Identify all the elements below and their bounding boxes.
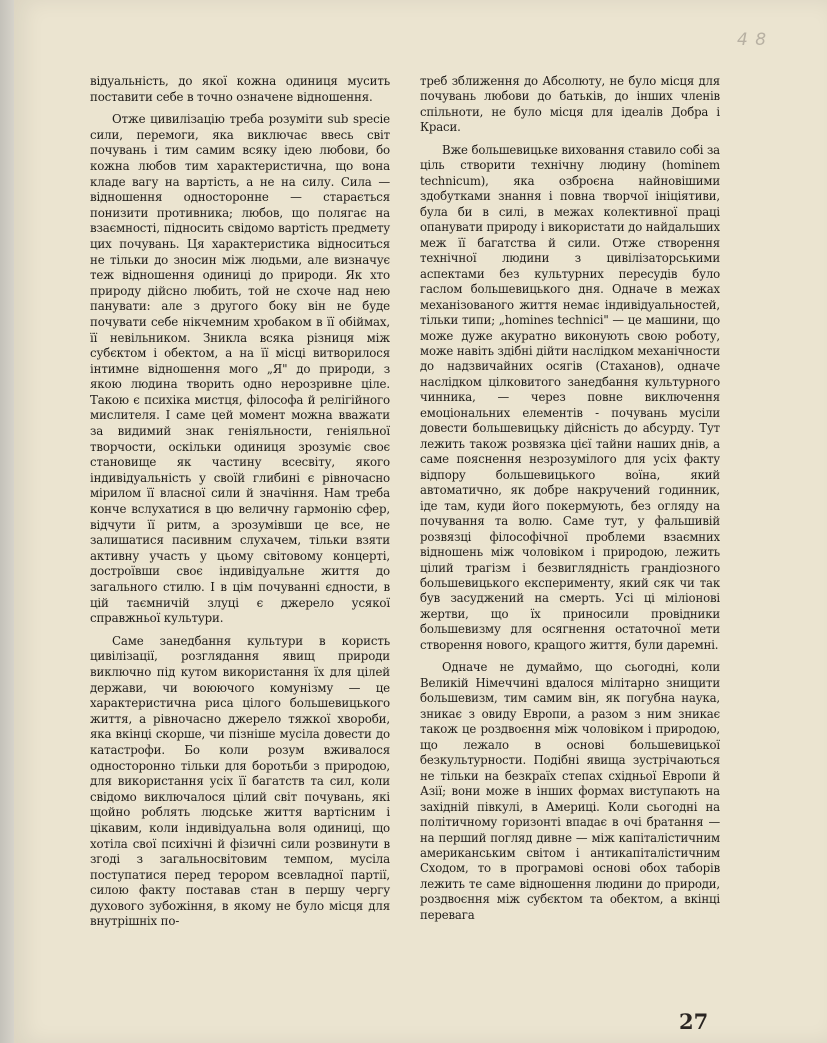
page-number: 27 [679,1009,709,1034]
page-edge [0,0,14,1043]
left-column [90,74,390,930]
paragraph: Одначе не думаймо, що сьогодні, коли Великій Німеччині вдалося мілітарно знищити большевизм, тим самим він, як погубна наука, зникає з овиду Европи, а разом з ним зникає також це роздвоєння між чоловіком і природою, що лежало в основі большевицької безкультурности. Подібні явища зустрічаються не тільки на безкраїх степах східньої Европи й Азії; вони може в інших формах виступають на західній півкулі, в Америці. Коли сьогодні на політичному горизонті впадає в очі братання — на перший погляд дивне — між капіталістичним американським світом і антикапіталістичним Сходом, то в програмові основі обох таборів лежить те саме відношення людини до природи, роздвоєння між субєктом та обектом, а вкінці перевага [420,660,720,922]
paragraph: Вже большевицьке виховання ставило собі за ціль створити технічну людину (hominem technicum), яка озброєна найновішими здобутками знання і повна творчої ініціятиви, була би в силі, в межах колективної праці опанувати природу і використати до найдальших меж її багатства й сили. Отже створення технічної людини з цивілізаторськими аспектами без культурних пересудів було гаслом большевицького дня. Одначе в межах механізованого життя немає індивідуальностей, тільки типи; „homines technici" — це машини, що може дуже акуратно виконують свою роботу, може навіть здібні дійти наслідком механічности до надзвичайних осягів (Стаханов), одначе наслідком цілковитого занедбання культурного чинника, — через повне виключення емоціональних елементів - почувань мусіли довести большевицьку дійсність до абсурду. Тут лежить також розвязка цієї тайни наших днів, а саме пояснення незрозумілого для усіх факту відпору большевицького воїна, який автоматично, як добре накручений годинник, іде там, куди його покермують, без огляду на почування та волю. Саме тут, у фальшивій розвязці філософічної проблеми взаємних відношень між чоловіком і природою, лежить цілий трагізм і безвиглядність грандіозного большевицького експерименту, який сяк чи так був засуджений на смерть. Усі ці міліонові жертви, що їх приносили провідники большевизму для осягнення остаточної мети створення нового, кращого життя, були даремні. [420,142,720,652]
right-column [420,74,720,923]
paragraph: Отже цивилізацію треба розуміти sub specie сили, перемоги, яка виключає ввесь світ почувань і тим самим всяку ідею любови, бо кожна любов тим характеристична, що вона кладе вагу на вартість, а не на силу. Сила — відношення односторонне — старається понизити противника; любов, що полягає на взаємності, підносить свідомо вартість предмету цих почувань. Ця характеристика відноситься не тільки до зносин між людьми, але визначує теж відношення одиниці до природи. Як хто природу дійсно любить, той не схоче над нею панувати: але з другого боку він не буде почувати себе нікчемним хробаком в її обіймах, її невільником. Зникла всяка різниця між субєктом і обектом, а на її місці витворилося інтимне відношення мого „Я" до природи, з якою людина творить одно нерозривне ціле. Такою є психіка мистця, філософа й релігійного мислителя. І саме цей момент можна вважати за видимий знак геніяльности, геніяльної творчости, оскільки одиниця зрозуміє своє становище як частину всесвіту, якого індивідуальність у своїй глибині є рівночасно мірилом її власної сили й значіння. Нам треба конче вслухатися в цю величну гармонію сфер, відчути її ритм, а зрозумівши це все, не залишатися пасивним слухачем, тільки взяти активну участь у цьому світовому концерті, достроївши своє індивідуальне життя до загального стилю. І в цім почуванні єдности, в цій таємничій злуці є джерело усякої справжньої культури. [90,112,390,626]
paragraph: Саме занедбання культури в користь цивілізації, розглядання явищ природи виключно під кутом використання їх для цілей держави, чи воюючого комунізму — це характеристична риса цілого большевицького життя, а рівночасно джерело тяжкої хвороби, яка вкінці скорше, чи пізніше мусіла довести до катастрофи. Бо коли розум вживалося односторонно тільки для боротьби з природою, для використання усіх її багатств та сил, коли свідомо виключалося цілий світ почувань, які щойно роблять людське життя вартісним і цікавим, коли індивідуальна воля одиниці, що хотіла свої психічні й фізичні сили розвинути в згоді з загальносвітовим темпом, мусіла поступатися перед терором всевладної партії, силою факту поставав стан в першу чергу духового зубожіння, в якому не було місця для внутрішніх по- [90,633,390,929]
paragraph-continuation: відуальність, до якої кожна одиниця мусить поставити себе в точно означене відношення. [90,74,390,104]
handwritten-note: 4 8 [737,30,768,50]
paragraph-continuation: треб зближення до Абсолюту, не було місця для почувань любови до батьків, до інших членів спільноти, не було місця для ідеалів Добра і Краси. [420,74,720,135]
